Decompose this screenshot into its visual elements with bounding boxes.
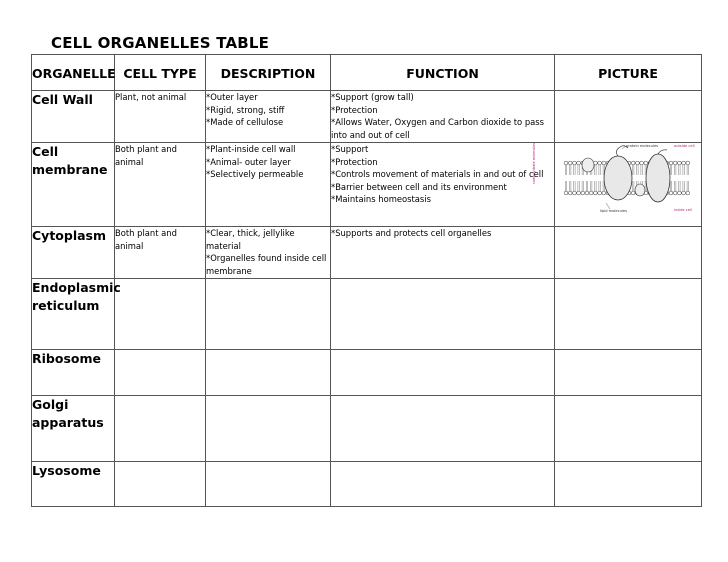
description-cell (206, 279, 331, 350)
diagram-label: protein molecules (626, 144, 659, 148)
organelle-name: Cytoplasm (32, 227, 115, 279)
phospholipid-head (686, 191, 690, 195)
phospholipid-head (636, 161, 640, 165)
function-cell (331, 350, 555, 396)
phospholipid-head (564, 161, 568, 165)
table-row (32, 396, 702, 462)
description-line: *Made of cellulose (206, 117, 284, 127)
description-cell (206, 143, 331, 227)
table-row (32, 227, 702, 279)
description-line: *Outer layer (206, 92, 258, 102)
function-cell (331, 143, 555, 227)
organelle-name: Ribosome (32, 350, 115, 396)
phospholipid-head (602, 191, 606, 195)
organelle-name: Golgi apparatus (32, 396, 115, 462)
table-row (32, 143, 702, 227)
phospholipid-head (598, 161, 602, 165)
function-line: *Protection (331, 104, 378, 115)
phospholipid-head (577, 191, 581, 195)
phospholipid-head (589, 191, 593, 195)
diagram-label: carbohydrate molecules (532, 142, 536, 184)
diagram-label: lipid molecules (600, 209, 627, 213)
function-line: *Barrier between cell and its environment (331, 181, 507, 192)
description-cell (206, 227, 331, 279)
picture-cell (555, 396, 702, 462)
table-row (32, 350, 702, 396)
phospholipid-head (573, 161, 577, 165)
cell-type-cell (115, 396, 206, 462)
column-header-picture: PICTURE (555, 55, 702, 91)
function-line: *Supports and protects cell organelles (331, 228, 492, 238)
description-line: *Animal- outer layer (206, 156, 291, 167)
function-cell (331, 462, 555, 507)
phospholipid-head (640, 161, 644, 165)
phospholipid-head (682, 161, 686, 165)
picture-cell (555, 91, 702, 143)
phospholipid-head (598, 191, 602, 195)
cell-type-cell (115, 279, 206, 350)
description-line: *Organelles found inside cell membrane (206, 253, 327, 276)
function-line: *Support (grow tall) (331, 92, 414, 102)
phospholipid-head (669, 191, 673, 195)
function-line: *Controls movement of materials in and out of cell (331, 169, 544, 179)
cell-type-cell: Plant, not animal (115, 91, 206, 143)
description-cell (206, 91, 331, 143)
organelle-name: Cell Wall (32, 91, 115, 143)
table-row (32, 462, 702, 507)
description-cell (206, 396, 331, 462)
phospholipid-head (673, 191, 677, 195)
column-header-cell-type: CELL TYPE (115, 55, 206, 91)
function-line: *Maintains homeostasis (331, 194, 431, 204)
phospholipid-head (682, 191, 686, 195)
phospholipid-head (568, 191, 572, 195)
picture-cell (555, 279, 702, 350)
description-cell (206, 350, 331, 396)
header-row (32, 55, 702, 91)
phospholipid-head (564, 191, 568, 195)
page-title: CELL ORGANELLES TABLE (51, 34, 270, 52)
function-cell (331, 227, 555, 279)
function-cell (331, 91, 555, 143)
function-cell (331, 279, 555, 350)
phospholipid-head (573, 191, 577, 195)
phospholipid-head (594, 191, 598, 195)
cell-type-cell: Both plant and animal (115, 143, 206, 227)
phospholipid-head (644, 161, 648, 165)
picture-cell (555, 462, 702, 507)
phospholipid-head (673, 161, 677, 165)
phospholipid-head (678, 191, 682, 195)
diagram-label: outside cell (674, 144, 695, 148)
phospholipid-head (581, 191, 585, 195)
phospholipid-head (568, 161, 572, 165)
cell-type-cell: Both plant and animal (115, 227, 206, 279)
function-line: *Protection (331, 156, 378, 167)
cell-type-cell (115, 462, 206, 507)
phospholipid-head (577, 161, 581, 165)
phospholipid-head (686, 161, 690, 165)
phospholipid-head (585, 191, 589, 195)
cell-type-cell (115, 350, 206, 396)
picture-cell (555, 227, 702, 279)
column-header-description: DESCRIPTION (206, 55, 331, 91)
organelle-name: Lysosome (32, 462, 115, 507)
phospholipid-head (678, 161, 682, 165)
organelle-name: Cell membrane (32, 143, 115, 227)
column-header-organelle: ORGANELLE (32, 55, 115, 91)
organelles-table (31, 54, 702, 507)
picture-cell (532, 142, 702, 227)
phospholipid-head (602, 161, 606, 165)
description-line: *Clear, thick, jellylike material (206, 228, 295, 251)
diagram-label: inside cell (674, 208, 692, 212)
function-line: *Support (331, 144, 369, 154)
description-cell (206, 462, 331, 507)
function-cell (331, 396, 555, 462)
table-row (32, 91, 702, 143)
cell-membrane-diagram-icon (532, 142, 696, 213)
phospholipid-head (669, 161, 673, 165)
description-line: *Rigid, strong, stiff (206, 104, 285, 115)
description-line: *Plant-inside cell wall (206, 144, 296, 154)
organelle-name: Endoplasmic reticulum (32, 279, 115, 350)
column-header-function: FUNCTION (331, 55, 555, 91)
picture-cell (555, 350, 702, 396)
function-line: *Allows Water, Oxygen and Carbon dioxide to pass into and out of cell (331, 117, 545, 140)
phospholipid-head (631, 161, 635, 165)
description-line: *Selectively permeable (206, 169, 304, 179)
phospholipid-head (631, 191, 635, 195)
table-row (32, 279, 702, 350)
